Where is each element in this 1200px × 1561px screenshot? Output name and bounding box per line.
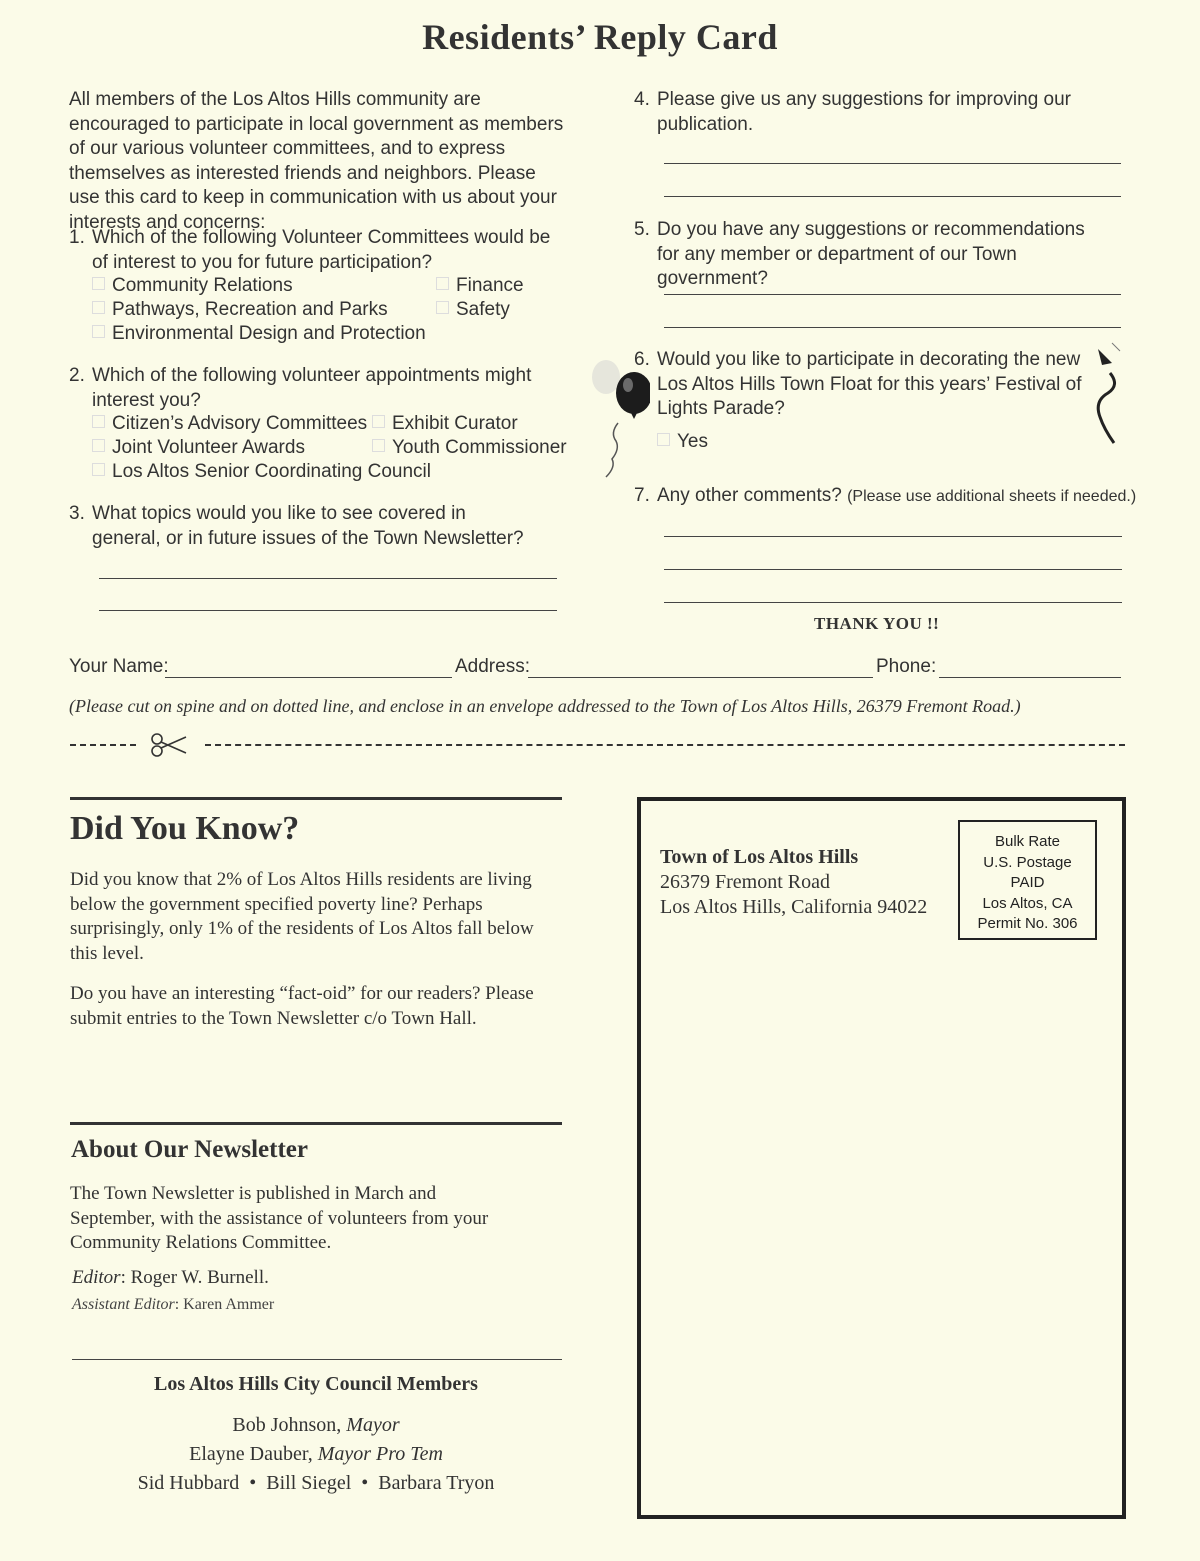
answer-line[interactable]	[664, 294, 1121, 295]
did-you-know-p2: Do you have an interesting “fact-oid” for our readers? Please submit entries to the Town Newsletter c/o Town Hall.	[70, 983, 534, 1029]
option-pathways[interactable]: Pathways, Recreation and Parks	[92, 298, 388, 322]
checkbox[interactable]	[436, 301, 449, 314]
streamer-icon	[1086, 335, 1126, 450]
answer-line[interactable]	[664, 196, 1121, 197]
answer-line[interactable]	[664, 163, 1121, 164]
checkbox[interactable]	[92, 415, 105, 428]
option-environmental-design[interactable]: Environmental Design and Protection	[92, 322, 426, 346]
section-rule	[70, 797, 562, 800]
option-yes[interactable]: Yes	[657, 430, 708, 454]
question-5: 5. Do you have any suggestions or recommendations for any member or department of our Town government?	[634, 219, 1085, 289]
mail-address-line-2: 26379 Fremont Road	[660, 871, 830, 893]
checkbox[interactable]	[92, 463, 105, 476]
question-1	[69, 226, 559, 275]
did-you-know-title: Did You Know?	[70, 810, 300, 847]
did-you-know-p1: Did you know that 2% of Los Altos Hills residents are living below the government specified poverty line? Perhaps surprisingly, only 1% of the residents of Los Altos fall below this level.	[70, 869, 534, 964]
council-line-2: Elayne Dauber, Mayor Pro Tem	[189, 1443, 443, 1465]
checkbox[interactable]	[372, 415, 385, 428]
checkbox[interactable]	[372, 439, 385, 452]
address-field[interactable]	[528, 677, 873, 678]
council-line-1: Bob Johnson, Mayor	[232, 1414, 400, 1436]
page-title: Residents’ Reply Card	[422, 17, 778, 57]
option-citizens-advisory[interactable]: Citizen’s Advisory Committees	[92, 412, 367, 436]
assistant-editor-line: Assistant Editor: Karen Ammer	[72, 1296, 275, 1313]
checkbox[interactable]	[92, 301, 105, 314]
mail-address-line-3: Los Altos Hills, California 94022	[660, 896, 928, 918]
mail-address-line-1: Town of Los Altos Hills	[660, 846, 859, 868]
answer-line[interactable]	[99, 578, 557, 579]
question-text: Which of the following Volunteer Committees would be of interest to you for future participation?	[92, 227, 551, 273]
option-community-relations[interactable]: Community Relations	[92, 274, 293, 298]
question-6: 6. Would you like to participate in decorating the new Los Altos Hills Town Float for this years’ Festival of Lights Parade?	[634, 349, 1082, 419]
question-3: 3. What topics would you like to see covered in general, or in future issues of the Town Newsletter?	[69, 503, 524, 549]
cut-line	[70, 744, 136, 746]
postage-indicia: Bulk Rate U.S. Postage PAID Los Altos, CA Permit No. 306	[958, 820, 1097, 940]
cut-instruction: (Please cut on spine and on dotted line, and enclose in an envelope addressed to the Town of Los Altos Hills, 26379 Fremont Road.)	[69, 696, 1021, 716]
checkbox[interactable]	[92, 277, 105, 290]
question-number: 1.	[69, 227, 85, 248]
question-2: 2. Which of the following volunteer appointments might interest you?	[69, 365, 532, 411]
about-title: About Our Newsletter	[71, 1136, 308, 1163]
answer-line[interactable]	[664, 536, 1122, 537]
cut-line	[205, 744, 1125, 746]
council-line-3: Sid Hubbard • Bill Siegel • Barbara Tryon	[137, 1472, 495, 1494]
question-7: 7. Any other comments? (Please use additional sheets if needed.)	[634, 485, 1137, 506]
checkbox[interactable]	[92, 325, 105, 338]
option-joint-volunteer[interactable]: Joint Volunteer Awards	[92, 436, 305, 460]
checkbox[interactable]	[92, 439, 105, 452]
option-exhibit-curator[interactable]: Exhibit Curator	[372, 412, 518, 436]
phone-label: Phone:	[876, 656, 937, 677]
address-label: Address:	[455, 656, 530, 677]
intro-text: All members of the Los Altos Hills community are encouraged to participate in local government as members of our various volunteer committees, and to express themselves as interested friends and neighbors. Please use this card to keep in communication with us about your interests and concerns:	[69, 89, 564, 233]
option-safety[interactable]: Safety	[436, 298, 510, 322]
option-youth-commissioner[interactable]: Youth Commissioner	[372, 436, 567, 460]
editor-line: Editor: Roger W. Burnell.	[72, 1267, 269, 1288]
section-rule	[70, 1122, 562, 1125]
balloon-icon	[590, 355, 650, 485]
phone-field[interactable]	[939, 677, 1121, 678]
checkbox[interactable]	[436, 277, 449, 290]
answer-line[interactable]	[664, 569, 1122, 570]
answer-line[interactable]	[664, 602, 1122, 603]
option-senior-council[interactable]: Los Altos Senior Coordinating Council	[92, 460, 431, 484]
about-text: The Town Newsletter is published in March and September, with the assistance of volunteers from your Community Relations Committee.	[70, 1183, 489, 1253]
option-finance[interactable]: Finance	[436, 274, 524, 298]
answer-line[interactable]	[664, 327, 1121, 328]
question-4: 4. Please give us any suggestions for improving our publication.	[634, 89, 1072, 135]
section-rule	[72, 1359, 562, 1360]
checkbox[interactable]	[657, 433, 670, 446]
scissors-icon	[150, 731, 188, 759]
name-field[interactable]	[165, 677, 452, 678]
name-label: Your Name:	[69, 656, 169, 677]
council-title: Los Altos Hills City Council Members	[154, 1373, 478, 1395]
answer-line[interactable]	[99, 610, 557, 611]
thank-you-text: THANK YOU !!	[814, 614, 940, 633]
